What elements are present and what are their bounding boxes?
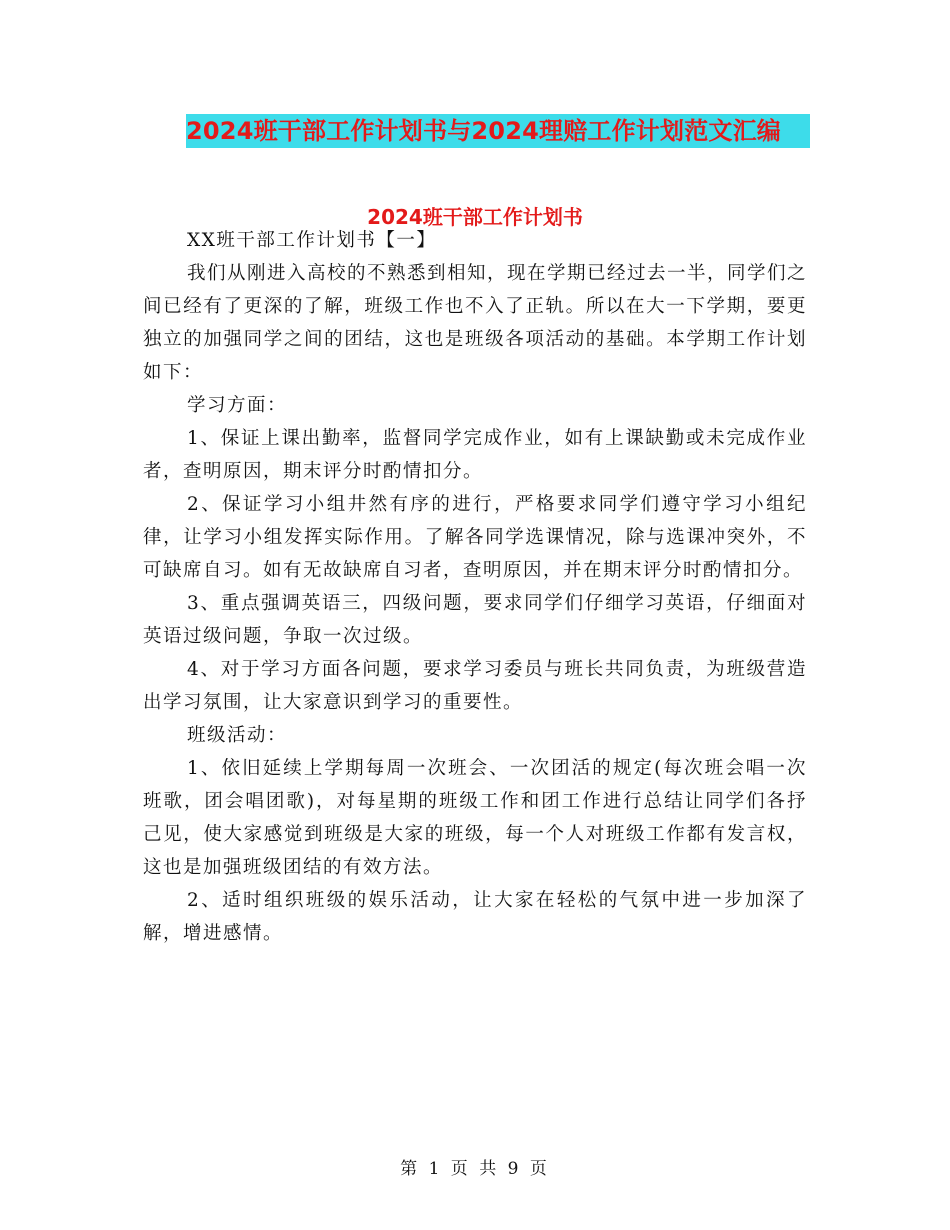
page-footer: 第 1 页 共 9 页 <box>400 1159 550 1179</box>
paragraph-study-item-3: 3、重点强调英语三，四级问题，要求同学们仔细学习英语，仔细面对英语过级问题，争取一次过级。 <box>143 593 807 647</box>
document-body <box>143 224 807 950</box>
paragraph-study-item-2: 2、保证学习小组井然有序的进行，严格要求同学们遵守学习小组纪律，让学习小组发挥实际作用。了解各同学选课情况，除与选课冲突外，不可缺席自习。如有无故缺席自习者，查明原因，并在期末评分时酌情扣分。 <box>143 494 807 581</box>
paragraph-study-item-4: 4、对于学习方面各问题，要求学习委员与班长共同负责，为班级营造出学习氛围，让大家意识到学习的重要性。 <box>143 659 807 713</box>
paragraph-activity-heading: 班级活动： <box>187 725 288 746</box>
document-title: 2024班干部工作计划书与2024理赔工作计划范文汇编 <box>186 114 810 148</box>
paragraph-plan-heading: XX班干部工作计划书【一】 <box>187 230 437 251</box>
paragraph-study-heading: 学习方面： <box>187 395 288 416</box>
paragraph-intro: 我们从刚进入高校的不熟悉到相知，现在学期已经过去一半，同学们之间已经有了更深的了解，班级工作也不入了正轨。所以在大一下学期，要更独立的加强同学之间的团结，这也是班级各项活动的基础。本学期工作计划如下： <box>143 263 808 383</box>
section-title: 2024班干部工作计划书 <box>367 205 583 229</box>
paragraph-activity-item-1: 1、依旧延续上学期每周一次班会、一次团活的规定(每次班会唱一次班歌，团会唱团歌)，对每星期的班级工作和团工作进行总结让同学们各抒己见，使大家感觉到班级是大家的班级，每一个人对班级工作都有发言权，这也是加强班级团结的有效方法。 <box>143 758 807 878</box>
paragraph-activity-item-2: 2、适时组织班级的娱乐活动，让大家在轻松的气氛中进一步加深了解，增进感情。 <box>143 890 807 944</box>
paragraph-study-item-1: 1、保证上课出勤率，监督同学完成作业，如有上课缺勤或未完成作业者，查明原因，期末评分时酌情扣分。 <box>143 428 807 482</box>
